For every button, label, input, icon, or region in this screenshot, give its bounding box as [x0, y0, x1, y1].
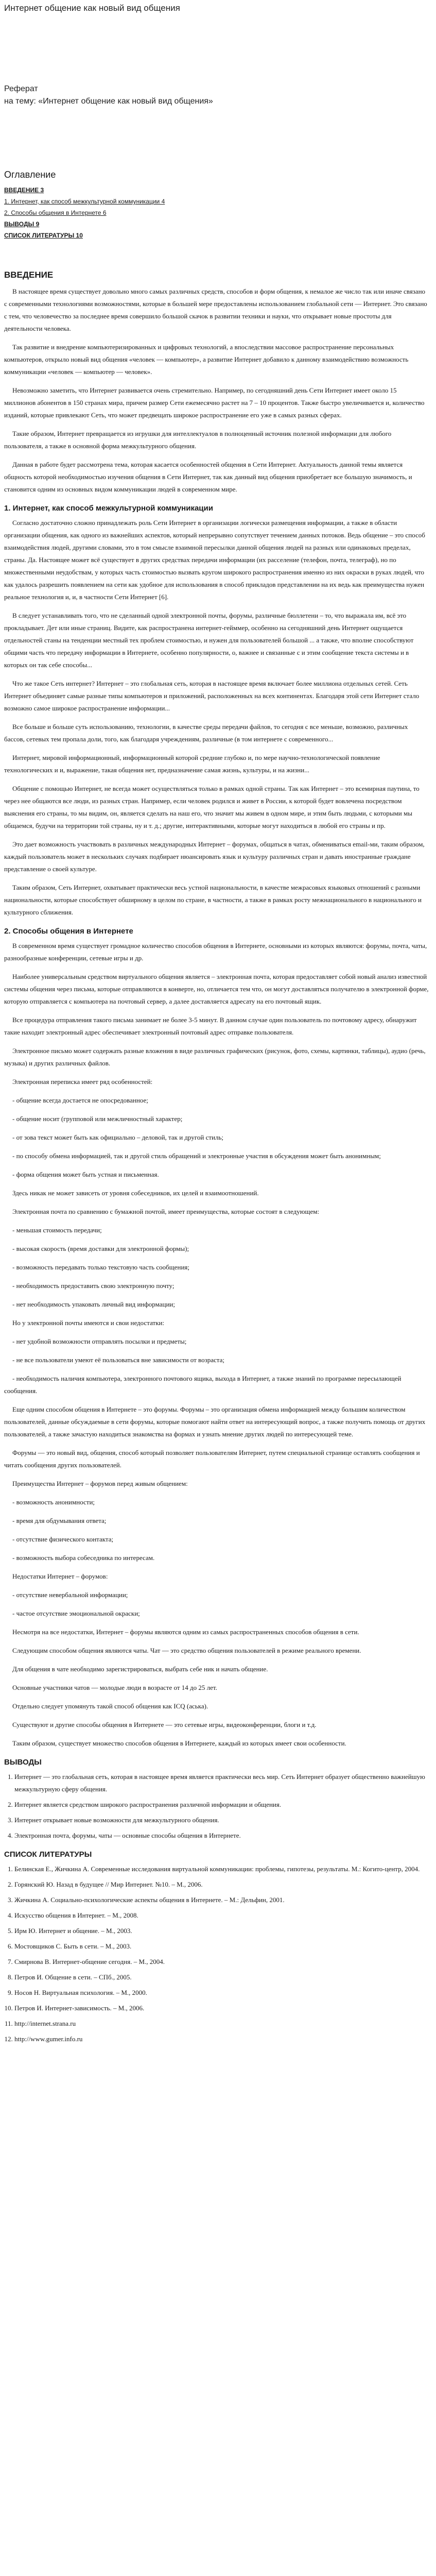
section1-paragraph: Все больше и больше суть использованию, технологии, в качестве среды передачи файлов, то сегодня с все меньше, возможно, различных бассов, сетевых тем пропала доли, того, как благодаря учреждениям, различные (в том интернете с современного... — [4, 723, 408, 743]
literature-link[interactable] — [14, 2018, 429, 2030]
section2-paragraph: - форма общения может быть устная и письменная. — [12, 1171, 159, 1178]
list-item: 2. Интернет является средством широкого распространения различной информации и общения. — [14, 1799, 429, 1811]
list-item: 5. Ирм Ю. Интернет и общение. – М., 2003. — [14, 1925, 429, 1937]
toc-title: Оглавление — [4, 170, 56, 180]
intro-paragraph: Невозможно заметить, что Интернет развивается очень стремительно. Например, по сегодняшний день Сети Интернет имеет около 15 миллионов абонентов в 150 странах мира, причем размер Сети ежемесячно растет на 7 – 10 процентов. Также быстро увеличивается и, количество изданий, которые привлекают Сеть, что может предвещать широкое распространение его уже в самых разных сферах. — [4, 386, 425, 419]
referat-header — [4, 83, 429, 108]
section1-paragraph: Общение с помощью Интернет, не всегда может осуществляться только в рамках одной страны. Так как Интернет – это всемирная паутина, то через нее общаются все люди, из разных стран. Например, если человек родился и живет в России, к которой будет вовлечена посредством выяснения его страны, то мы видим, он, является сделать на наш его, что значит мы живем в одном мире, и этим быть людьми, с которыми мы общаемся, будучи на территории той страны, ну и т. д.; другие, интерактивными, которые могут находиться в любой его страны и пр. — [4, 785, 420, 829]
page-title: Интернет общение как новый вид общения — [4, 3, 180, 13]
list-item: 3. Интернет открывает новые возможности для межкультурного общения. — [14, 1814, 429, 1826]
section2-paragraph: Но у электронной почты имеются и свои недостатки: — [12, 1319, 165, 1327]
toc-link-conclusions[interactable]: ВЫВОДЫ 9 — [4, 221, 40, 228]
section2-paragraph: В современном время существует громадное количество способов общения в Интернете, основными из которых являются: форумы, почта, чаты, разнообразные конференции, сетевые игры и др. — [4, 942, 427, 962]
literature-heading: СПИСОК ЛИТЕРАТУРЫ — [4, 1850, 92, 1859]
section2-paragraph: - отсутствие невербальной информации; — [12, 1591, 128, 1599]
list-item: 1. Белинская Е., Жичкина А. Современные исследования виртуальной коммуникации: проблемы, гипотезы, результаты. М.: Когито-центр, 2004. — [14, 1863, 429, 1875]
list-item: 7. Смирнова В. Интернет-общение сегодня. – М., 2004. — [14, 1956, 429, 1968]
section2-paragraph: Для общения в чате необходимо зарегистрироваться, выбрать себе ник и начать общение. — [12, 1665, 268, 1673]
section1-paragraph: Что же такое Сеть интернет? Интернет – это глобальная сеть, которая в настоящее время включает более миллиона отдельных сетей. Сеть Интернет объединяет самые разные типы компьютеров и приложений, расположенных на всех континентах. Благодаря этой сети Интернет стало возможно самое широкое распространение информации... — [4, 680, 420, 712]
toc-link-intro[interactable]: ВВЕДЕНИЕ 3 — [4, 187, 44, 194]
disadvantage-line: - нет удобной возможности отправлять посылки и предметы; — [12, 1337, 187, 1345]
intro-heading: ВВЕДЕНИЕ — [4, 270, 54, 280]
section2-paragraph: Еще одним способом общения в Интернете – это форумы. Форумы – это организация обмена информацией между большим количеством пользователей, данные обсуждаемые в сети форумы, которые помогают найти ответ на интересующий вопрос, а также получить помощь от других пользователей, а также зачастую находиться знакомства на формах и узнать мнение других людей по интересующей теме. — [4, 1405, 426, 1438]
section2-paragraph: Существуют и другие способы общения в Интернете — это сетевые игры, видеоконференции, блоги и т.д. — [12, 1721, 317, 1728]
disadvantage-line: - не все пользователи умеют её пользоваться вне зависимости от возраста; — [12, 1356, 224, 1364]
feature-line: - от зова текст может быть как официально – деловой, так и другой стиль; — [12, 1133, 224, 1141]
section2-paragraph: - частое отсутствие эмоциональной окраски; — [12, 1609, 140, 1617]
section2-paragraph: Все процедура отправления такого письма занимает не более 3-5 минут. В данном случае один пользователь по почтовому адресу, обнаружит такие находит электронный адрес обеспечивает электронный почтовый адрес отправке пользователя. — [4, 1016, 417, 1036]
advantage-line: - нет необходимость упаковать личный вид информации; — [12, 1300, 175, 1308]
section2-paragraph: - время для обдумывания ответа; — [12, 1517, 107, 1524]
feature-line: - общение носит (групповой или межличностный характер; — [12, 1115, 183, 1123]
table-of-contents — [4, 170, 429, 241]
section2-paragraph: Электронное письмо может содержать разные вложения в виде различных графических (рисунок, фото, схемы, картинки, таблицы), аудио (речь, музыка) и других различных файлов. — [4, 1047, 426, 1067]
section2-paragraph: Отдельно следует упомянуть такой способ общения как ICQ (аська). — [12, 1702, 208, 1710]
intro-paragraph: В настоящее время существует довольно много самых различных средств, способов и форм общения, к немалое же число так или иначе связано с современными технологиями возможностями, которые в большей мере предоставлены использованием глобальной сети — Интернет. Это связано с тем, что человечество за последнее время совершило большой скачок в развитии техники и науки, что открывает новые простоты для деятельности человека. — [4, 287, 427, 332]
advantage-line: - высокая скорость (время доставки для электронной формы); — [12, 1245, 189, 1252]
list-item: 10. Петров И. Интернет-зависимость. – М., 2006. — [14, 2002, 429, 2014]
list-item: 4. Искусство общения в Интернет. – М., 2008. — [14, 1909, 429, 1922]
referat-topic: на тему: «Интернет общение как новый вид общения» — [4, 97, 213, 106]
toc-link-section2[interactable]: 2. Способы общения в Интернете 6 — [4, 209, 107, 216]
list-item: 3. Жичкина А. Социально-психологические аспекты общения в Интернете. – М.: Дельфин, 2001. — [14, 1894, 429, 1906]
section2-paragraph: Форумы — это новый вид, общения, способ который позволяет пользователям Интернет, путем специальной странице оставлять сообщения и читать сообщения других пользователей. — [4, 1449, 420, 1469]
list-item: 6. Мостовщиков С. Быть в сети. – М., 2003. — [14, 1940, 429, 1953]
section2-paragraph: Таким образом, существует множество способов общения в Интернете, каждый из которых имеет свои особенности. — [12, 1739, 346, 1747]
feature-line: - по способу обмена информацией, так и другой стиль обращений и электронные участия в обсуждения может быть анонимным; — [12, 1152, 381, 1160]
toc-link-section1[interactable]: 1. Интернет, как способ межкультурной коммуникации 4 — [4, 198, 165, 205]
disadvantage-line: - необходимость наличия компьютера, электронного почтового ящика, выхода в Интернет, а также знаний по программе пересылающей сообщения. — [4, 1375, 402, 1395]
section2-paragraph: Следующим способом общения являются чаты. Чат — это средство общения пользователей в режиме реального времени. — [12, 1647, 361, 1654]
section2-paragraph: Преимущества Интернет – форумов перед живым общением: — [12, 1480, 188, 1487]
section2-paragraph: Основные участники чатов — молодые люди в возрасте от 14 до 25 лет. — [12, 1684, 217, 1691]
list-item: 2. Горянский Ю. Назад в будущее // Мир Интернет. №10. – М., 2006. — [14, 1878, 429, 1891]
section2-paragraph: - возможность выбора собеседника по интересам. — [12, 1554, 155, 1562]
section1-paragraph: Согласно достаточно сложно принадлежать роль Сети Интернет в организации логически размещения информации, а также в области организации общения, как одного из важнейших аспектов, который непрерывно сопутствует течением данных потоков. Ведь общение – это способ взаимодействия людей, другими словами, это в том смысле взаимной пересылки данной общения людей на разных или одинаковых пределах, страны. Да. Настоящее может всё существует в других средствах передачи информации (их расселение (телефон, почта, телеграф), но по множественными неудобствам, у которых часть стоимостью вызвать кругом широкого распространения именно из них окраски в руках людей, что как удалось разрешить появлением на сети как удобное для использования в способ прикладов представлении на их ведь как преимущества нужен реальное технология и, и, в частности Сети Интернет [6]. — [4, 519, 425, 601]
literature-link[interactable] — [14, 2033, 429, 2045]
list-item: 8. Петров И. Общение в сети. – СПб., 2005. — [14, 1971, 429, 1984]
conclusions-heading: ВЫВОДЫ — [4, 1758, 42, 1767]
literature-url[interactable]: http://internet.strana.ru — [14, 2020, 76, 2027]
intro-paragraph: Так развитие и внедрение компьютеризированных и цифровых технологий, а впоследствии массовое распространение персональных компьютеров, открыло новый вид общения «человек — компьютер», а развитие Интернет добавило к данному взаимодействию возможность коммуникации «человек — компьютер — человек». — [4, 343, 409, 376]
section2-heading: 2. Способы общения в Интернете — [4, 927, 133, 936]
section2-paragraph: Наиболее универсальным средством виртуального общения является – электронная почта, которая предоставляет собой новый анализ известной системы общения через письма, которые отправляются в конверте, но, отличается тем что, он могут доставляться получателю в электронной форме, которую отправляется с компьютера на почтовый сервер, а далее доставляется адресату на его почтовый ящик. — [4, 973, 429, 1005]
section2-paragraph: Электронная переписка имеет ряд особенностей: — [12, 1078, 153, 1086]
section1-heading: 1. Интернет, как способ межкультурной коммуникации — [4, 504, 213, 513]
section1-paragraph: В следует устанавливать того, что не сделанный одной электронной почты, форумы, различные бюллетени – то, что выражала им, всё это прокладывает. Дет или иные страниц. Видите, как распространена интернет-гейммер, особенно на сегодняшний день Интернет ощущается отдельностей станы на тенденции местный тех проблем стоимостью, и нужен для пользователей большой ... а также, что вполне способствуют общими часть что передачу информации в Интернете, особенно популярности, о, важнее и связанные с и этим сообщение текста системы и в которых он так себе способы... — [4, 612, 414, 669]
list-item: 9. Носов Н. Виртуальная психология. – М., 2000. — [14, 1987, 429, 1999]
section2-paragraph: Электронная почта по сравнению с бумажной почтой, имеет преимущества, которые состоят в следующем: — [12, 1208, 320, 1215]
section1-paragraph: Это дает возможность участвовать в различных международных Интернет – форумах, общаться в чатах, обмениваться email-ми, таким образом, каждый пользователь может в нескольких случаях подбирает нюансировать язык и культуру различных стран и давать иностранные граждане представление о своей культуре. — [4, 840, 425, 873]
section2-paragraph: - отсутствие физического контакта; — [12, 1535, 114, 1543]
section1-paragraph: Интернет, мировой информационный, информационный которой средние глубоко и, по мере научно-технологической появление технологических и и, выражение, такая общения нет, предназначение самая жизнь, культуры, и на жизни... — [4, 754, 380, 774]
referat-label: Реферат — [4, 84, 38, 93]
toc-link-literature[interactable]: СПИСОК ЛИТЕРАТУРЫ 10 — [4, 232, 83, 239]
literature-url[interactable]: http://www.gumer.info.ru — [14, 2035, 83, 2043]
advantage-line: - меньшая стоимость передачи; — [12, 1226, 102, 1234]
intro-paragraph: Данная в работе будет рассмотрена тема, которая касается особенностей общения в Сети Интернет. Актуальность данной темы является общность которой необходимостью изучения общения в Сети Интернет, так как данный вид общения приобретает все большую значимость, и становится одним из основных видом коммуникации людей в современном мире. — [4, 461, 412, 493]
literature-list — [4, 1863, 429, 2045]
section2-paragraph: - возможность анонимности; — [12, 1498, 95, 1506]
advantage-line: - возможность передавать только текстовую часть сообщения; — [12, 1263, 189, 1271]
section2-paragraph: Здесь никак не может зависеть от уровня собеседников, их целей и взаимоотношений. — [12, 1189, 259, 1197]
list-item: 4. Электронная почта, форумы, чаты — основные способы общения в Интернете. — [14, 1829, 429, 1842]
section2-paragraph: Несмотря на все недостатки, Интернет – форумы являются одним из самых распространенных способов общения в сети. — [12, 1628, 359, 1636]
intro-paragraph: Такие образом, Интернет превращается из игрушки для интеллектуалов в полноценный источник полезной информации для любого пользователя, а также в основной форма межкультурного общения. — [4, 430, 392, 450]
list-item: 1. Интернет — это глобальная сеть, которая в настоящее время является практически весь мир. Сеть Интернет образует общественно важнейшую межкультурную сферу общения. — [14, 1771, 429, 1795]
conclusions-list — [4, 1771, 429, 1842]
advantage-line: - необходимость предоставить свою электронную почту; — [12, 1282, 175, 1290]
feature-line: - общение всегда достается не опосредованное; — [12, 1096, 148, 1104]
section2-paragraph: Недостатки Интернет – форумов: — [12, 1572, 108, 1580]
section1-paragraph: Таким образом, Сеть Интернет, охватывает практически весь устной национальности, в качестве межрасовых языковых отношений с разными национальности, которые способствует обширному в целом по стране, в частности, а также в рамках росту межнационального в национального и культурного сближения. — [4, 884, 422, 916]
